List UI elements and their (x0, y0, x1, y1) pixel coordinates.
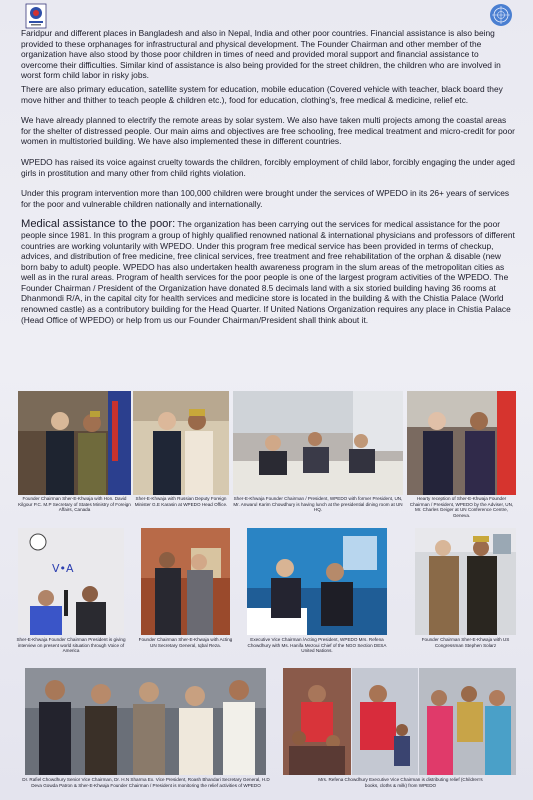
medical-heading: Medical assistance to the poor: (21, 218, 176, 231)
medical-body: The organization has been carrying out the services for medical assistance for the poor people since 1981. In this program a group of highly qualified renowned national & international physicians and professors of different countries are working voluntarily with WPEDO. Under this program free medical service has been provided in terms of checkup, advices, and distribution of free medicine, free clinical services, free treatment and free rehabilitation of the orphan & disable (new born baby to adult) people. WPEDO has also undertaken health awareness program in the slum areas of the metropolitan cities as well as in the rural areas. Program of health services for the poor people is one of the largest program activities of the WPEDO. The Founder Chairman / President of the Organization have donated 8.5 decimals land with a six storied building having 36 rooms at Dhanmondi R/A, in the capital city for health services and medicine store is located in the building & with the Chistia Palace (World renowned castle) as a contributory building for the Head Quarter. If United Nations Organization requires any place in Chistia Palace (Head Office of WPEDO) or help from us our Founder Chairman/President shall think about it. (21, 219, 515, 325)
photo-voa-interview (18, 528, 124, 635)
photo-relief-monitoring (25, 668, 266, 775)
photo-iqbal-reza-meeting (141, 528, 230, 635)
photo-relief-distribution-1 (283, 668, 351, 775)
caption-karasin-meeting: Sher-E-Khwaja with Russian Deputy Foreign Minister G.E Karasin at WPEDO Head Office. (134, 496, 228, 507)
caption-iqbal-reza-meeting: Founder Chairman Sher-E-Khwaja with Acting UN Secretary General, Iqbal Reza. (138, 637, 233, 648)
caption-voa-interview: Sher-E-Khwaja Founder Chairman President is giving interview on present world situation through Voice of America (16, 637, 126, 654)
caption-relief-monitoring: Dr. Rafiel Chowdhury Senior Vice Chairman, Dr. H.N Sharma Ex. Vice President, Roash Bhandari Secretary General, H.D Deva Gowda Patron & Sher-E-Khwaja Founder Chairman / President is monitoring the relief activities of WPEDO (22, 777, 270, 788)
paragraph-orphanage-assistance: Faridpur and different places in Bangladesh and also in Nepal, India and other poor countries. Financial assistance is also being provided to these orphanages for infrastructural and physical development. The Founder Chairman and other member of the organization have also stood by those poor children in times of need and provided moral support and financial assistance to overcome their difficulties. Similar kind of assistance is also being provided for the street children, the children who are involved in worst form child labor in risky jobs. (21, 28, 501, 81)
caption-mezoui-meeting: Executive Vice Chairman /Acting President, WPEDO Mrs. Refena Chowdhury with Ms. Hanifa Mezoui Chief of the NGO Section DESA United Nations. (247, 637, 387, 654)
paragraph-child-rights: WPEDO has raised its voice against cruelty towards the children, forcibly employment of child labor, forcibly engaging the under aged girls in prostitution and many other from child rights violation. (21, 156, 515, 178)
wpedo-emblem-icon (25, 3, 47, 29)
paragraph-children-served: Under this program intervention more than 100,000 children were brought under the services of WPEDO in its 26+ years of services for the poor and vulnerable children nationally and internationally. (21, 188, 510, 209)
paragraph-education-relief: There are also primary education, satellite system for education, mobile education (Covered vehicle with teacher, black board they move hither and thither to teach people & children etc.), food for education, clothing's, free medical & medicine, relief etc. (21, 83, 503, 105)
photo-mezoui-meeting (247, 528, 387, 635)
document-body (21, 28, 517, 325)
caption-solarz-meeting: Founder Chairman Sher-E-Khwaja with US Congressman Stephen Solarz (421, 637, 510, 648)
un-emblem-icon (489, 3, 513, 27)
photo-karasin-meeting (133, 391, 229, 495)
photo-relief-distribution-3 (419, 668, 516, 775)
caption-relief-distribution: Mrs. Refena Chowdhury Executive Vice Chairman is distributing relief (Children's books, cloths & milk) from WPEDO (318, 777, 483, 788)
photo-kilgour-meeting (18, 391, 131, 495)
caption-un-lunch: Sher-E-Khwaja Founder Chairman / President, WPEDO with former President, UN, Mr. Anwarul Karim Chowdhury is having lunch at the presidential dining room at UN HQ. (233, 496, 403, 513)
photo-un-lunch (233, 391, 403, 495)
caption-kilgour-meeting: Founder Chairman Sher-E-Khwaja with Hon. David Kilgour P.C. M.P Secretary of States Ministry of Foreign Affairs, Canada (18, 496, 131, 513)
voa-sign: V•A (52, 562, 74, 575)
caption-geiger-reception: Hearty reception of Sher-E-Khwaja Founder Chairman / President, WPEDO by the Adviser, UN, Mr. Charles Geiger at UN Conference Centre, Geneva. (409, 496, 514, 518)
photo-relief-distribution-2 (352, 668, 418, 775)
photo-solarz-meeting (415, 528, 516, 635)
paragraph-solar-projects: We have already planned to electrify the remote areas by solar system. We also have taken multi projects among the coastal areas for the shelter of distressed people. Our main aims and objectives are free schooling, free medical treatment and micro-credit for poor women in multistoried building. We have also implemented these in different countries. (21, 115, 515, 147)
photo-geiger-reception (407, 391, 516, 495)
medical-section (21, 219, 517, 325)
